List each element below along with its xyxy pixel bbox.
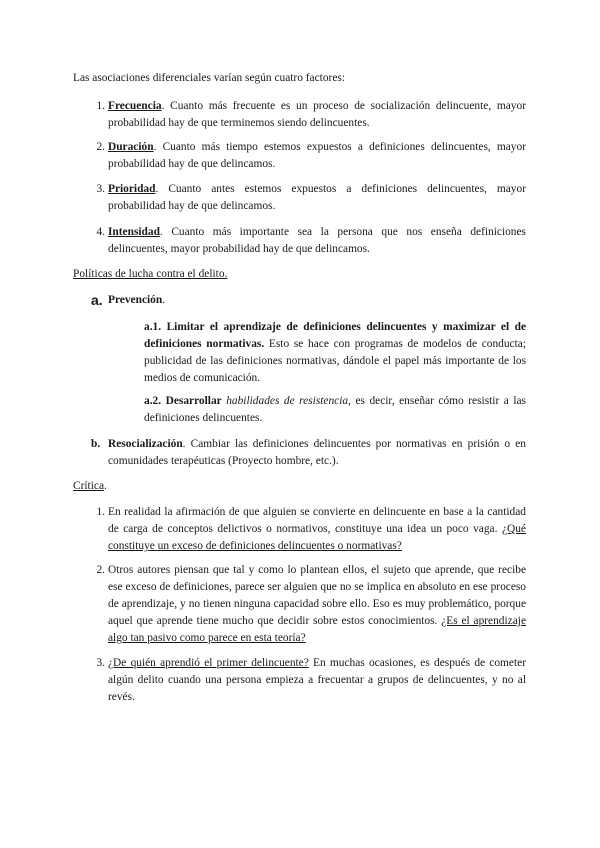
resocializacion-item (91, 436, 526, 470)
intro-text: Las asociaciones diferenciales varían según cuatro factores: (73, 72, 345, 84)
politicas-heading-text: Políticas de lucha contra el delito. (73, 268, 228, 280)
critica-item (96, 504, 526, 555)
critica-heading (73, 478, 526, 495)
critica-question: ¿De quién aprendió el primer delincuente? (108, 657, 309, 669)
critica-question: ¿Es el aprendizaje algo tan pasivo como parece en esta teoría? (108, 615, 526, 644)
prevencion-suffix: . (162, 294, 166, 306)
a1-text: Esto se hace con programas de modelos de conducta; publicidad de las definiciones normativas, dándole el papel más importante de los medios de comunicación. (144, 338, 526, 384)
factor-term: Prioridad (108, 183, 156, 195)
critica-item (96, 562, 526, 647)
a2-text: , es decir, enseñar cómo resistir a las definiciones delincuentes. (144, 395, 526, 424)
a2-bold-text: a.2. Desarrollar (144, 395, 222, 407)
factor-text: . Cuanto más frecuente es un proceso de socialización delincuente, mayor probabilidad hay de que terminemos siendo delincuentes. (108, 100, 526, 129)
factor-text: . Cuanto más importante sea la persona que nos enseña definiciones delincuentes, mayor probabilidad hay de que delincamos. (108, 226, 526, 255)
factor-term: Duración (108, 141, 154, 153)
critica-text: En realidad la afirmación de que alguien se convierte en delincuente en base a la cantidad de carga de conceptos delictivos o normativos, constituye una idea un poco vaga. (108, 506, 526, 535)
critica-number: 1. (96, 506, 105, 518)
critica-text: En muchas ocasiones, es después de cometer algún delito cuando una persona empieza a frecuentar a grupos de delincuentes, y no al revés. (108, 657, 526, 703)
critica-question: ¿Qué constituye un exceso de definiciones delincuentes o normativas? (108, 523, 526, 552)
resocializacion-text: . Cambiar las definiciones delincuentes por normativas en prisión o en comunidades terapéuticas (Proyecto hombre, etc.). (108, 438, 526, 467)
factor-item (96, 98, 526, 132)
factor-term: Intensidad (108, 226, 160, 238)
resocializacion-term: Resocialización (108, 438, 183, 450)
factor-item (96, 139, 526, 173)
factor-term: Frecuencia (108, 100, 162, 112)
factor-number: 1. (96, 100, 105, 112)
factor-number: 2. (96, 141, 105, 153)
intro-paragraph (73, 70, 526, 87)
politicas-heading (73, 266, 526, 283)
critica-heading-text: Crítica (73, 480, 104, 492)
factor-text: . Cuanto antes estemos expuestos a definiciones delincuentes, mayor probabilidad hay de que delincamos. (108, 183, 526, 212)
prevencion-item (91, 292, 526, 309)
a2-italic-text: habilidades de resistencia (226, 395, 349, 407)
factor-item (96, 224, 526, 258)
a2-paragraph (144, 393, 526, 427)
critica-number: 2. (96, 564, 105, 576)
factor-text: . Cuanto más tiempo estemos expuestos a definiciones delincuentes, mayor probabilidad hay de que delincamos. (108, 141, 526, 170)
critica-number: 3. (96, 657, 105, 669)
critica-heading-suffix: . (104, 480, 107, 492)
factor-number: 4. (96, 226, 105, 238)
critica-item (96, 655, 526, 706)
prevencion-letter: a. (91, 292, 103, 308)
factor-number: 3. (96, 183, 105, 195)
prevencion-term: Prevención (108, 294, 163, 306)
a1-bold-text: a.1. Limitar el aprendizaje de definiciones delincuentes y maximizar el de definiciones normativas. (144, 321, 526, 350)
factor-item (96, 181, 526, 215)
a1-paragraph (144, 319, 526, 387)
resocializacion-letter: b. (91, 438, 101, 450)
critica-text: Otros autores piensan que tal y como lo plantean ellos, el sujeto que aprende, que recibe ese exceso de definiciones, parece ser alguien que no se implica en absoluto en ese proceso de aprendizaje, y no tienen ninguna capacidad sobre ello. Eso es muy problemático, porque aquel que aprende tiene mucho que decidir sobre estos conocimientos. (108, 564, 526, 627)
